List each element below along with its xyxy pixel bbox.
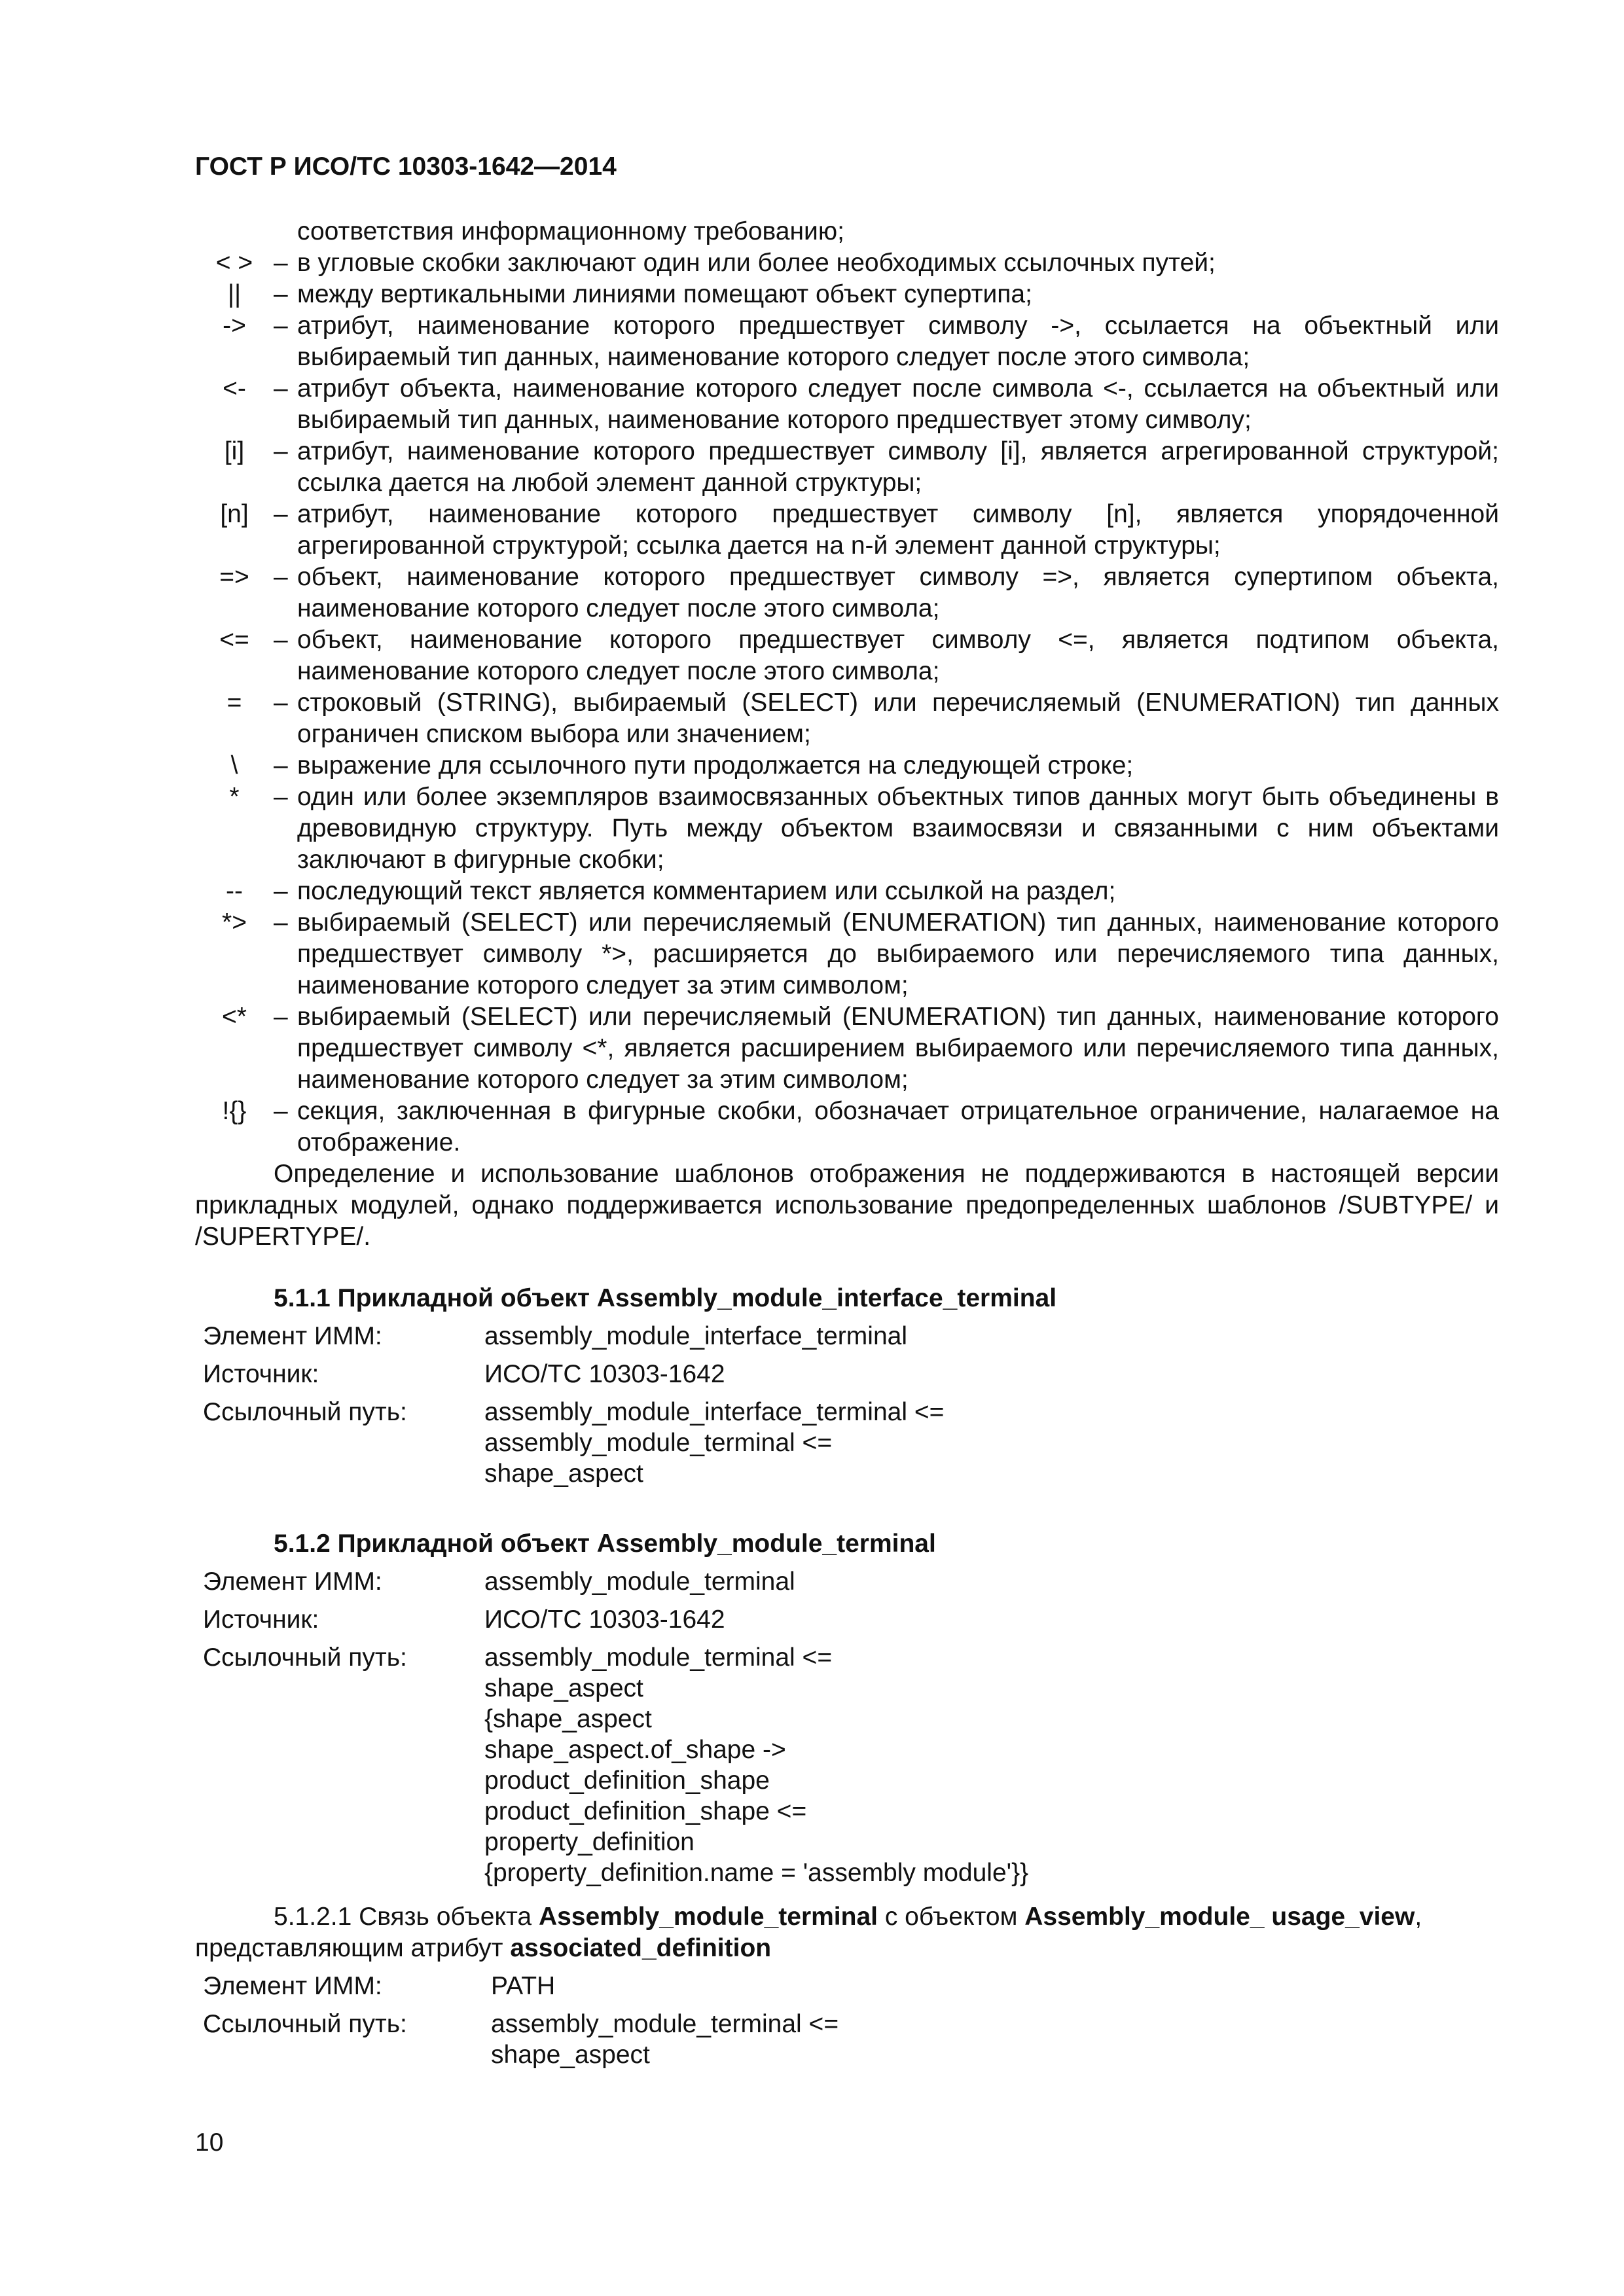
symbol-row [195, 562, 1499, 624]
dash: – [274, 751, 288, 780]
path-label: Ссылочный путь: [203, 1398, 407, 1426]
section-5-1-2-1 [195, 1901, 1499, 2070]
source-label: Источник: [203, 1360, 319, 1388]
dash: – [274, 1003, 288, 1031]
symbol-description [297, 499, 1499, 562]
symbol-glyph: -> [223, 312, 246, 340]
symbols-list [195, 216, 1499, 1253]
element-value: assembly_module_terminal [484, 1568, 795, 1596]
symbol-description [297, 687, 1499, 750]
symbol-description [297, 247, 1499, 279]
path-value [484, 1642, 1499, 1888]
symbol-description [297, 279, 1499, 310]
description-line: ним объектами заключают в фигурные скобки; [297, 814, 1499, 874]
element-row [195, 1971, 1499, 2002]
description-line: атрибут, наименование которого предшествует символу [n], является упорядоченной [297, 500, 1499, 528]
path-line: {shape_aspect [484, 1705, 652, 1733]
definition-line: Определение и использование шаблонов отображения не поддерживаются в настоящей версии [274, 1160, 1499, 1188]
path-row [195, 2009, 1499, 2070]
section-5-1-1 [195, 1283, 1499, 1489]
symbol-row [195, 876, 1499, 907]
symbol-glyph: = [226, 689, 242, 717]
path-line: assembly_module_interface_terminal <= [484, 1398, 945, 1426]
definition-paragraph [195, 1158, 1499, 1253]
section-title-cont: представляющим атрибут associated_definition [195, 1934, 772, 1962]
symbol-row [195, 436, 1499, 499]
path-row [195, 1642, 1499, 1888]
symbol-row [195, 247, 1499, 279]
description-line: выбираемый (SELECT) или перечисляемый (ENUMERATION) тип данных, наименование [297, 908, 1386, 937]
section-title: 5.1.1 Прикладной объект Assembly_module_interface_terminal [274, 1284, 1057, 1312]
page-number: 10 [195, 2128, 224, 2157]
symbol-glyph: !{} [222, 1097, 247, 1125]
path-line: shape_aspect [484, 1674, 643, 1702]
symbol-description [297, 1096, 1499, 1158]
description-line: выражение для ссылочного пути продолжается на следующей строке; [297, 751, 1134, 780]
description-line: данных, наименование которого следует за этим символом; [297, 940, 1499, 999]
section-title: 5.1.2 Прикладной объект Assembly_module_terminal [274, 1530, 936, 1558]
description-line: атрибут, наименование которого предшествует символу [i], является агрегированной [297, 437, 1349, 465]
path-line: assembly_module_terminal <= [484, 1643, 833, 1672]
element-label: Элемент ИММ: [203, 1972, 382, 2000]
symbol-row [195, 1096, 1499, 1158]
dash: – [274, 437, 288, 465]
path-line: product_definition_shape [484, 1767, 770, 1795]
symbol-row [195, 279, 1499, 310]
description-line: атрибут, наименование которого предшествует символу ->, ссылается на объектный или [297, 312, 1499, 340]
symbol-row [195, 781, 1499, 876]
symbol-description [297, 624, 1499, 687]
path-value [484, 1397, 1499, 1489]
element-value: PATH [491, 1972, 556, 2000]
element-row [195, 1321, 1499, 1352]
intro-line: соответствия информационному требованию; [297, 217, 844, 245]
element-label: Элемент ИММ: [203, 1322, 382, 1350]
symbol-description [297, 373, 1499, 436]
dash: – [274, 312, 288, 340]
section-title: 5.1.2.1 Связь объекта Assembly_module_terminal с объектом Assembly_module_ usage_view, [274, 1903, 1422, 1931]
description-line: атрибут объекта, наименование которого следует после символа <-, ссылается на объектный [297, 374, 1445, 403]
dash: – [274, 249, 288, 277]
description-line: объект, наименование которого предшествует символу =>, является супертипом объекта, [297, 563, 1499, 591]
description-line: которого предшествует символу *>, расширяется до выбираемого или перечисляемого типа [297, 908, 1499, 968]
description-line: типа данных, наименование которого следует за этим символом; [297, 1034, 1500, 1094]
symbol-description [297, 876, 1499, 907]
path-label: Ссылочный путь: [203, 1643, 407, 1672]
description-line: данных ограничен списком выбора или значением; [297, 689, 1500, 748]
symbol-glyph: * [229, 783, 240, 811]
symbol-row [195, 750, 1499, 781]
symbol-row [195, 499, 1499, 562]
symbol-rows [195, 247, 1499, 1158]
symbol-row [195, 624, 1499, 687]
path-value [491, 2009, 1499, 2070]
dash: – [274, 500, 288, 528]
description-line: объект, наименование которого предшествует символу <=, является подтипом объекта, [297, 626, 1499, 654]
path-line: {property_definition.name = 'assembly module'}} [484, 1859, 1029, 1887]
source-row [195, 1604, 1499, 1636]
description-line: секция, заключенная в фигурные скобки, обозначает отрицательное ограничение, налагаемое [297, 1097, 1460, 1125]
dash: – [274, 563, 288, 591]
source-value: ИСО/ТС 10303-1642 [484, 1605, 725, 1634]
element-row [195, 1566, 1499, 1598]
path-line: property_definition [484, 1828, 695, 1856]
symbol-row [195, 687, 1499, 750]
symbol-glyph: => [219, 563, 249, 591]
source-value: ИСО/ТС 10303-1642 [484, 1360, 725, 1388]
symbol-glyph: [i] [224, 437, 245, 465]
dash: – [274, 877, 288, 905]
element-value: assembly_module_interface_terminal [484, 1322, 907, 1350]
symbol-description [297, 562, 1499, 624]
symbol-description [297, 436, 1499, 499]
symbol-glyph: <= [219, 626, 249, 654]
path-line: shape_aspect [484, 1460, 643, 1488]
symbol-description [297, 781, 1499, 876]
description-line: один или более экземпляров взаимосвязанных объектных типов данных могут быть [297, 783, 1320, 811]
symbol-description [297, 907, 1499, 1001]
section-5-1-2 [195, 1528, 1499, 1888]
description-line: наименование которого следует после этого символа; [297, 594, 940, 622]
path-label: Ссылочный путь: [203, 2010, 407, 2038]
description-line: строковый (STRING), выбираемый (SELECT) или перечисляемый (ENUMERATION) тип [297, 689, 1396, 717]
definition-line: /SUBTYPE/ и /SUPERTYPE/. [195, 1191, 1499, 1251]
symbol-glyph: < > [215, 249, 253, 277]
symbol-glyph: -- [226, 877, 243, 905]
source-label: Источник: [203, 1605, 319, 1634]
path-line: assembly_module_terminal <= [491, 2010, 839, 2038]
dash: – [274, 374, 288, 403]
description-line: агрегированной структурой; ссылка дается на n-й элемент данной структуры; [297, 531, 1221, 560]
description-line: последующий текст является комментарием или ссылкой на раздел; [297, 877, 1116, 905]
description-line: которого предшествует символу <*, является расширением выбираемого или перечисляемого [297, 1003, 1499, 1062]
path-line: shape_aspect [491, 2041, 650, 2069]
dash: – [274, 689, 288, 717]
description-line: наименование которого следует после этого символа; [297, 657, 940, 685]
description-line: в угловые скобки заключают один или более необходимых ссылочных путей; [297, 249, 1216, 277]
path-line: assembly_module_terminal <= [484, 1429, 833, 1457]
symbol-description [297, 1001, 1499, 1096]
description-line: объединены в древовидную структуру. Путь между объектом взаимосвязи и связанными с [297, 783, 1499, 842]
symbol-glyph: *> [222, 908, 247, 937]
dash: – [274, 626, 288, 654]
element-label: Элемент ИММ: [203, 1568, 382, 1596]
dash: – [274, 908, 288, 937]
symbol-row [195, 907, 1499, 1001]
document-header: ГОСТ Р ИСО/ТС 10303-1642—2014 [195, 152, 617, 181]
path-row [195, 1397, 1499, 1489]
path-line: product_definition_shape <= [484, 1797, 807, 1825]
definition-line: прикладных модулей, однако поддерживается использование предопределенных шаблонов [195, 1191, 1327, 1219]
symbol-description [297, 750, 1499, 781]
path-line: shape_aspect.of_shape -> [484, 1736, 786, 1764]
dash: – [274, 280, 288, 308]
symbol-row [195, 1001, 1499, 1096]
description-line: выбираемый (SELECT) или перечисляемый (ENUMERATION) тип данных, наименование [297, 1003, 1386, 1031]
symbol-glyph: [n] [220, 500, 249, 528]
symbol-glyph: <* [222, 1003, 247, 1031]
dash: – [274, 783, 288, 811]
description-line: на отображение. [297, 1097, 1499, 1157]
symbol-glyph: \ [230, 751, 238, 780]
symbol-glyph: <- [223, 374, 246, 403]
description-line: выбираемый тип данных, наименование которого следует после этого символа; [297, 343, 1250, 371]
description-line: структурой; ссылка дается на любой элемент данной структуры; [297, 437, 1499, 497]
symbol-glyph: || [227, 280, 242, 308]
source-row [195, 1359, 1499, 1390]
symbol-row [195, 373, 1499, 436]
symbol-row [195, 310, 1499, 373]
symbol-description [297, 310, 1499, 373]
description-line: между вертикальными линиями помещают объект супертипа; [297, 280, 1032, 308]
dash: – [274, 1097, 288, 1125]
description-line: или выбираемый тип данных, наименование которого предшествует этому символу; [297, 374, 1500, 434]
